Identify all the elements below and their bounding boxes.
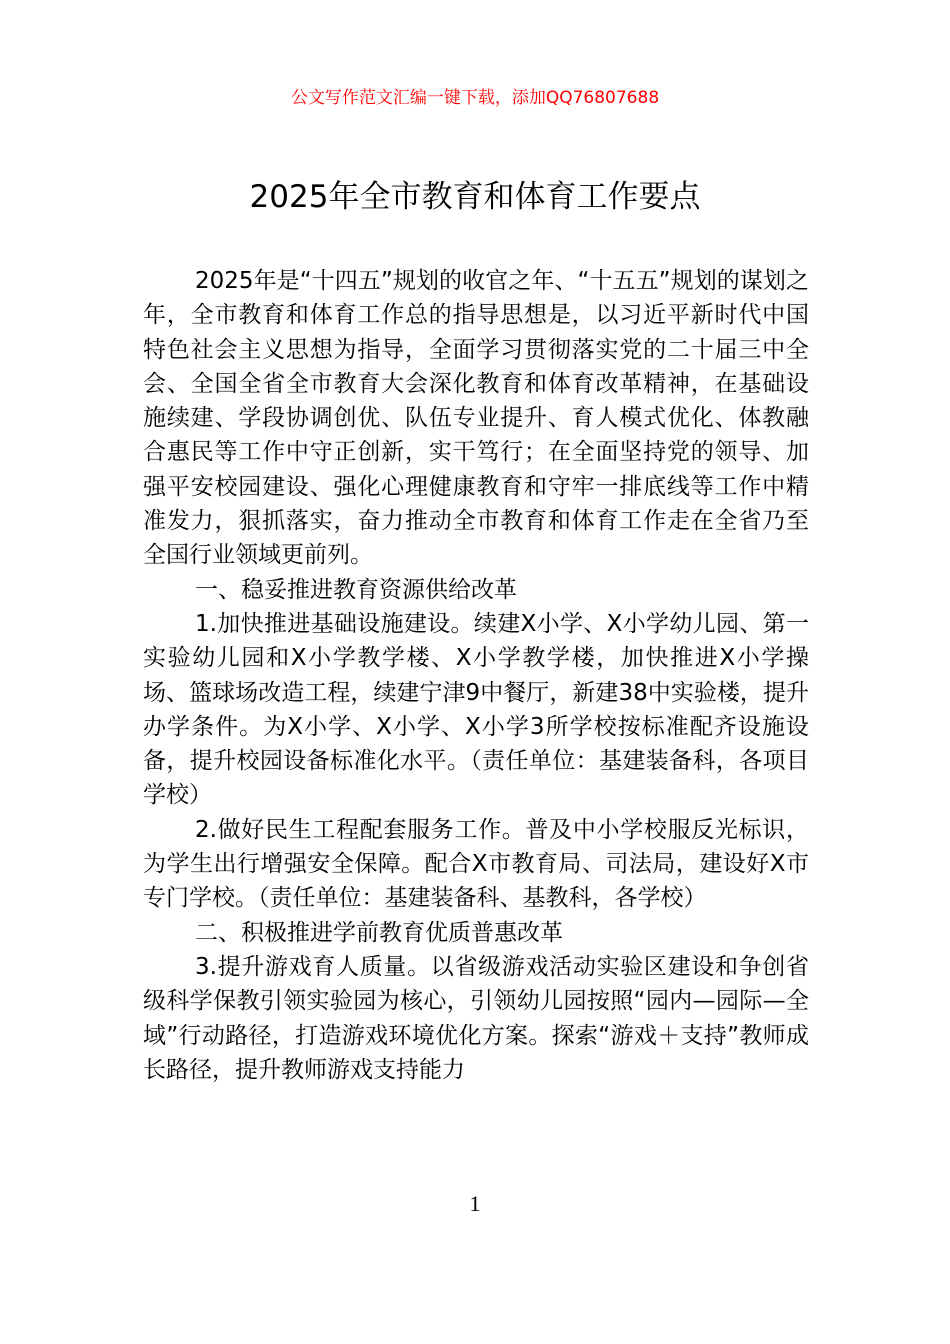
item-paragraph-3: 3.提升游戏育人质量。以省级游戏活动实验区建设和争创省级科学保教引领实验园为核心，引领幼儿园按照“园内—园际—全域”行动路径，打造游戏环境优化方案。探索“游戏＋支持”教师成长路径，提升教师游戏支持能力 [143,953,809,1083]
page-number: 1 [469,1191,481,1216]
document-body [143,264,809,1087]
section-heading-1: 一、稳妥推进教育资源供给改革 [195,576,517,603]
item-paragraph-2: 2.做好民生工程配套服务工作。普及中小学校服反光标识，为学生出行增强安全保障。配合X市教育局、司法局，建设好X市专门学校。（责任单位：基建装备科、基教科，各学校） [143,816,809,912]
intro-paragraph: 2025年是“十四五”规划的收官之年、“十五五”规划的谋划之年，全市教育和体育工作总的指导思想是，以习近平新时代中国特色社会主义思想为指导，全面学习贯彻落实党的二十届三中全会、全国全省全市教育大会深化教育和体育改革精神，在基础设施续建、学段协调创优、队伍专业提升、育人模式优化、体教融合惠民等工作中守正创新，实干笃行；在全面坚持党的领导、加强平安校园建设、强化心理健康教育和守牢一排底线等工作中精准发力，狠抓落实，奋力推动全市教育和体育工作走在全省乃至全国行业领域更前列。 [143,268,809,569]
section-heading-2: 二、积极推进学前教育优质普惠改革 [195,919,563,946]
item-paragraph-1: 1.加快推进基础设施建设。续建X小学、X小学幼儿园、第一实验幼儿园和X小学教学楼、X小学教学楼，加快推进X小学操场、篮球场改造工程，续建宁津9中餐厅，新建38中实验楼，提升办学条件。为X小学、X小学、X小学3所学校按标准配齐设施设备，提升校园设备标准化水平。（责任单位：基建装备科，各项目学校） [143,610,809,809]
document-title: 2025年全市教育和体育工作要点 [249,179,701,215]
header-ad-text: 公文写作范文汇编一键下载，添加QQ76807688 [290,88,660,108]
